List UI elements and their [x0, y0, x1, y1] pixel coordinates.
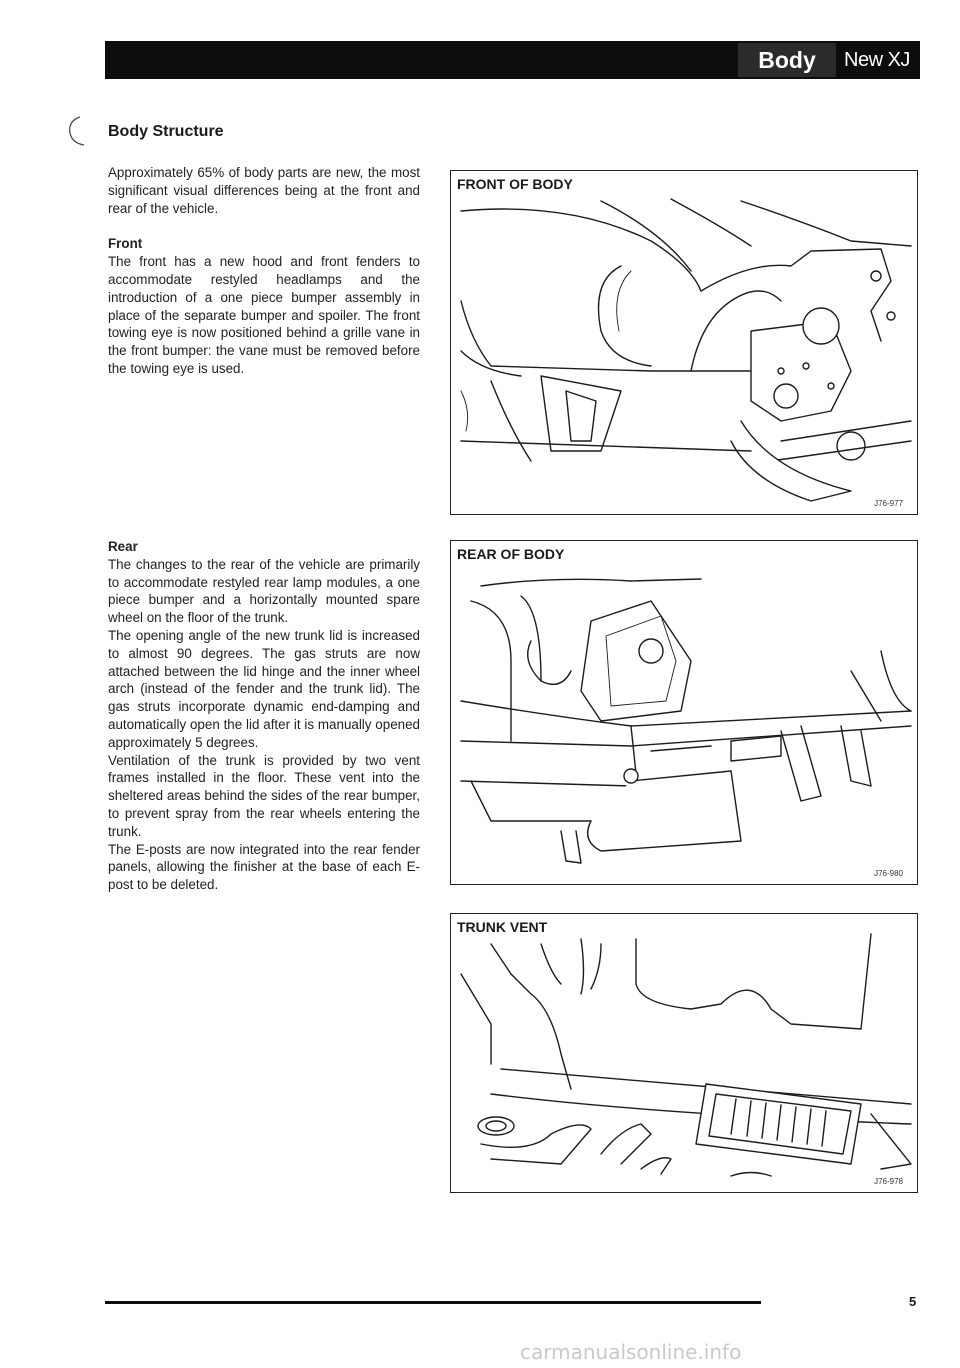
margin-bracket-mark: [62, 115, 90, 147]
front-section: [108, 235, 420, 377]
rear-paragraph-1: The changes to the rear of the vehicle are primarily to accommodate restyled rear lamp modules, a one piece bumper and a horizontally mounted spare wheel on the floor of the trunk.: [108, 556, 420, 626]
rear-heading: Rear: [108, 539, 138, 554]
header-section-label: Body: [738, 43, 836, 77]
footer-rule: [105, 1301, 761, 1304]
front-body-illustration: [451, 171, 917, 514]
watermark: carmanualsonline.info: [520, 1340, 742, 1364]
rear-paragraph-2: The opening angle of the new trunk lid is increased to almost 90 degrees. The gas struts are now attached between the lid hinge and the inner wheel arch (instead of the fender and the trunk lid). The gas struts incorporate dynamic end-damping and automatically open the lid after it is manually opened approximately 5 degrees.: [108, 627, 420, 750]
figure-trunk-vent: [450, 913, 918, 1193]
rear-paragraph-3: Ventilation of the trunk is provided by two vent frames installed in the floor. These vent into the sheltered areas behind the sides of the rear bumper, to prevent spray from the rear wheels entering the trunk.: [108, 752, 420, 839]
header-title: New XJ Series: [844, 49, 910, 109]
rear-body-illustration: [451, 541, 917, 884]
figure-title: FRONT OF BODY: [457, 176, 577, 192]
rear-section: [108, 538, 420, 894]
page-title: Body Structure: [108, 123, 224, 140]
figure-front-of-body: [450, 170, 918, 515]
figure-title: REAR OF BODY: [457, 546, 568, 562]
figure-rear-of-body: [450, 540, 918, 885]
rear-paragraph-4: The E-posts are now integrated into the rear fender panels, allowing the finisher at the base of each E-post to be deleted.: [108, 841, 420, 893]
figure-title: TRUNK VENT: [457, 919, 551, 935]
front-heading: Front: [108, 236, 143, 252]
page-number: 5: [909, 1294, 917, 1309]
figure-reference: J76-980: [874, 869, 903, 878]
trunk-vent-illustration: [451, 914, 917, 1192]
figure-reference: J76-977: [874, 499, 903, 508]
intro-section: [108, 164, 420, 378]
figure-reference: J76-978: [874, 1177, 903, 1186]
intro-paragraph: Approximately 65% of body parts are new, the most significant visual differences being at the front and rear of the vehicle.: [108, 165, 420, 216]
front-paragraph: The front has a new hood and front fenders to accommodate restyled headlamps and the introduction of a one piece bumper assembly in place of the separate bumper and spoiler. The front towing eye is now positioned behind a grille vane in the front bumper: the vane must be removed before the towing eye is used.: [108, 254, 420, 376]
